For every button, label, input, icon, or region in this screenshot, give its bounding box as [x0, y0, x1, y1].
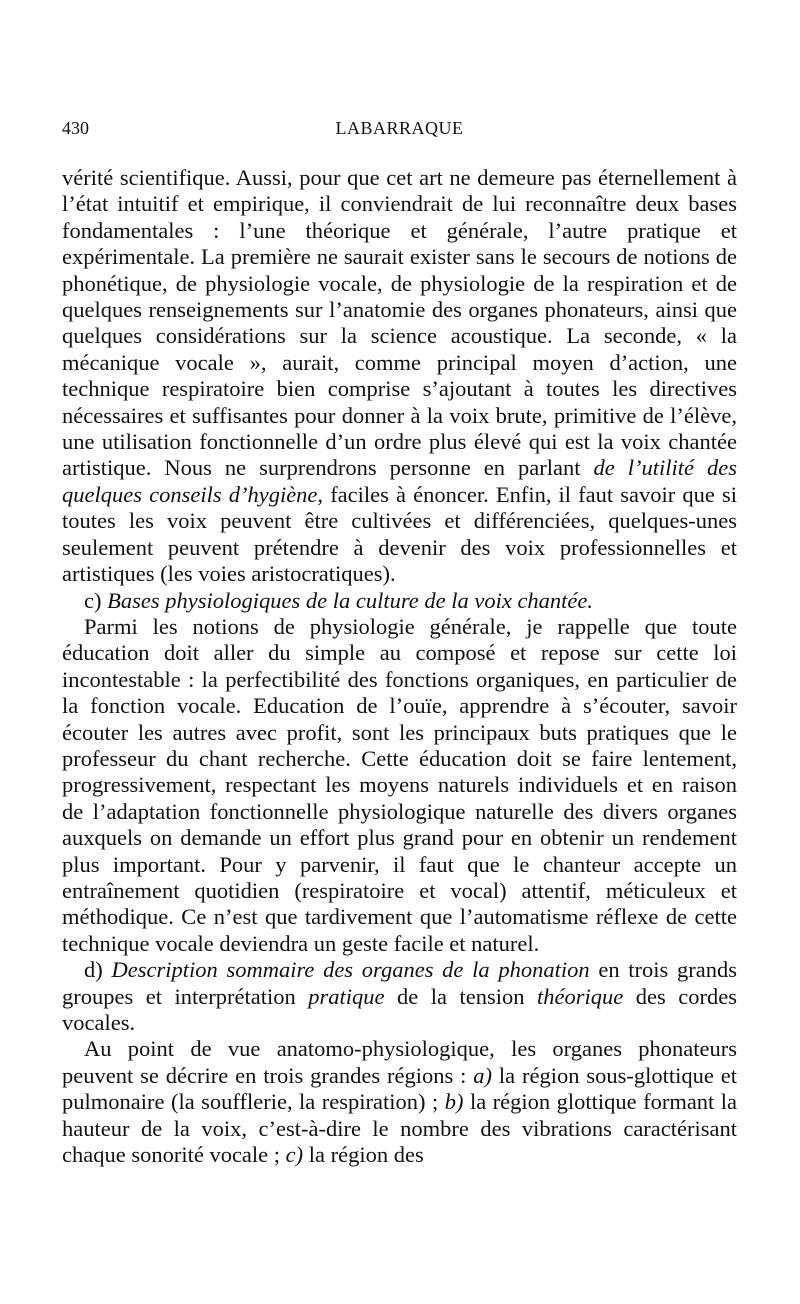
- running-title: LABARRAQUE: [335, 118, 464, 138]
- section-heading-c-title: Bases physiologiques de la culture de la voix chantée.: [107, 587, 594, 613]
- paragraph-1-text: vérité scientifique. Aussi, pour que cet art ne demeure pas éternellement à l’état intuitif et empirique, il conviendrait de lui reconnaître deux bases fondamentales : l’une théorique et générale, l’autre pratique et expérimentale. La première ne saurait exister sans le secours de notions de phonétique, de physiologie vocale, de physiologie de la respiration et de quelques renseignements sur l’anatomie des organes phonateurs, ainsi que quelques considérations sur la science acoustique. La seconde, « la mécanique vocale », aurait, comme principal moyen d’action, une technique respiratoire bien comprise s’ajoutant à toutes les directives nécessaires et suffisantes pour donner à la voix brute, primitive de l’élève, une utilisation fonctionnelle d’un ordre plus élevé qui est la voix chantée artistique. Nous ne surprendrons personne en parlant: [62, 165, 737, 481]
- paragraph-5-text-c: la région glottique formant la hauteur de la voix, c’est-à-dire le nombre des vibrations caractérisant chaque sonorité vocale ;: [62, 1089, 738, 1168]
- paragraph-5-label-c: c): [285, 1142, 304, 1168]
- paragraph-5: [62, 1036, 737, 1168]
- paragraph-5-label-b: b): [444, 1089, 464, 1115]
- body-text: [62, 165, 737, 1168]
- section-heading-d-italic-2: pratique: [308, 983, 385, 1009]
- section-heading-c-label: c): [84, 587, 102, 613]
- section-heading-d: [62, 957, 737, 1036]
- paragraph-5-text-b: la région sous-glottique et pulmonaire (la soufflerie, la respiration) ;: [62, 1062, 737, 1115]
- paragraph-3: [62, 614, 737, 957]
- page-header: [62, 118, 737, 146]
- section-heading-d-italic-1: Description sommaire des organes de la phonation: [111, 957, 590, 983]
- paragraph-1-italic-1: de l’utilité des quelques conseils: [62, 455, 738, 507]
- paragraph-5-text-a: Au point de vue anatomo-physiologique, les organes phonateurs peuvent se décrire en trois grandes régions :: [62, 1036, 737, 1088]
- paragraph-3-text: Parmi les notions de physiologie générale, je rappelle que toute éducation doit aller du simple au composé et repose sur cette loi incontestable : la perfectibilité des fonctions organiques, en particulier de la fonction vocale. Education de l’ouïe, apprendre à s’écouter, savoir écouter les autres avec profit, sont les principaux buts pratiques que le professeur du chant recherche. Cette éducation doit se faire lentement, progressivement, respectant les moyens naturels individuels et en raison de l’adaptation fonctionnelle physiologique naturelle des divers organes auxquels on demande un effort plus grand pour en obtenir un rendement plus important. Pour y parvenir, il faut que le chanteur accepte un entraînement quotidien (respiratoire et vocal) attentif, méticuleux et méthodique. Ce n’est que tardivement que l’automatisme réflexe de cette technique vocale deviendra un geste facile et naturel.: [62, 613, 737, 956]
- section-heading-d-label: d): [84, 957, 103, 983]
- section-heading-d-text-2: de la tension: [396, 983, 525, 1009]
- section-heading-d-italic-3: théorique: [537, 983, 624, 1009]
- paragraph-5-label-a: a): [473, 1062, 492, 1088]
- paragraph-5-text-d: la région des: [308, 1142, 424, 1168]
- paragraph-1-end: faciles à énoncer. Enfin, il faut savoir que si toutes les voix peuvent être cultivées et différenciées, quelques-unes seulement peuvent prétendre à devenir des voix professionnelles et artistiques (les voies aristocratiques).: [62, 481, 738, 587]
- section-heading-d-text-1: en trois grands groupes et interprétation: [62, 957, 738, 1009]
- page-number: 430: [62, 118, 89, 138]
- paragraph-1: [62, 165, 737, 588]
- section-heading-c: [62, 588, 737, 614]
- section-heading-d-text-3: des cordes vocales.: [62, 983, 737, 1035]
- paragraph-1-italic-2: d’hygiène,: [228, 481, 324, 507]
